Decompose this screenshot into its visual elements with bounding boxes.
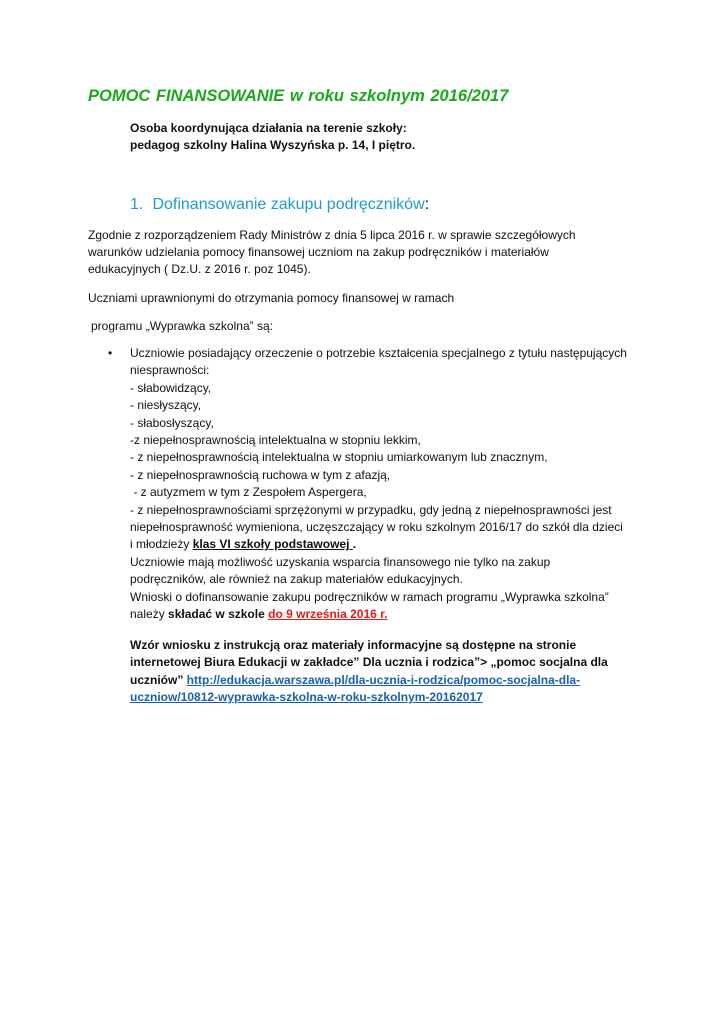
submit-emphasis: składać w szkole (168, 607, 265, 622)
deadline-text: do 9 września 2016 r. (268, 607, 388, 622)
text-span: . (352, 537, 357, 552)
coordinator-line-1: Osoba koordynująca działania na terenie szkoły: (130, 121, 407, 135)
text-span: należy (130, 607, 169, 622)
paragraph-line: Zgodnie z rozporządzeniem Rady Ministrów z dnia 5 lipca 2016 r. w sprawie szczegółowych (88, 228, 576, 242)
disability-item: - z niepełnosprawnością intelektualna w stopniu umiarkowanym lub znacznym, (130, 450, 548, 465)
bullet-line: Wnioski o dofinansowanie zakupu podręczników w ramach programu „Wyprawka szkolna” (130, 589, 609, 604)
paragraph-line: edukacyjnych ( Dz.U. z 2016 r. poz 1045). (88, 262, 311, 277)
info-link[interactable]: http://edukacja.warszawa.pl/dla-ucznia-i-rodzica/pomoc-socjalna-dla- (186, 672, 581, 687)
bullet-line: niesprawności: (130, 363, 210, 378)
info-paragraph (130, 637, 640, 707)
eligibility-paragraph: Uczniami uprawnionymi do otrzymania pomocy finansowej w ramach (88, 291, 455, 305)
text-span: i młodzieży (130, 537, 193, 552)
disability-item: -z niepełnosprawnością intelektualna w stopniu lekkim, (130, 433, 421, 448)
section-number: 1. (130, 196, 144, 213)
bullet-icon: • (108, 346, 113, 360)
list-item (130, 345, 650, 624)
paragraph-line: warunków udzielania pomocy finansowej uczniom na zakup podręczników i materiałów (88, 245, 549, 260)
info-line (130, 689, 640, 706)
disability-item: - niesłyszący, (130, 398, 202, 413)
bullet-line: podręczników, ale również na zakup materiałów edukacyjnych. (130, 572, 463, 587)
coordinator-line-2: pedagog szkolny Halina Wyszyńska p. 14, I piętro. (130, 138, 416, 152)
info-line: Wzór wniosku z instrukcją oraz materiały informacyjne są dostępne na stronie (130, 638, 577, 652)
coordinator-info (130, 120, 415, 154)
section-heading (130, 196, 429, 214)
bullet-line (130, 536, 650, 553)
info-line (130, 672, 640, 689)
disability-item: - z niepełnosprawnością ruchowa w tym z afazją, (130, 467, 391, 482)
bullet-line: Uczniowie mają możliwość uzyskania wsparcia finansowego nie tylko na zakup (130, 554, 551, 569)
disability-item: - słabosłyszący, (130, 415, 214, 430)
info-line: internetowej Biura Edukacji w zakładce” Dla ucznia i rodzica”> „pomoc socjalna dla (130, 655, 608, 670)
disability-item: - z niepełnosprawnościami sprzężonymi w przypadku, gdy jedną z niepełnosprawności jest (130, 502, 612, 517)
disability-item: - słabowidzący, (130, 380, 212, 395)
regulation-paragraph (88, 227, 628, 279)
disability-item: - z autyzmem w tym z Zespołem Aspergera, (130, 485, 367, 500)
bullet-line: Uczniowie posiadający orzeczenie o potrzebie kształcenia specjalnego z tytułu następujących (130, 346, 627, 360)
section-heading-text: Dofinansowanie zakupu podręczników (152, 196, 425, 213)
section-heading-colon: : (424, 196, 430, 213)
bullet-line (130, 606, 650, 623)
bullet-line: niepełnosprawność wymieniona, uczęszczający w roku szkolnym 2016/17 do szkół dla dzieci (130, 520, 623, 535)
info-link-continued[interactable]: uczniow/10812-wyprawka-szkolna-w-roku-szkolnym-20162017 (130, 690, 483, 705)
text-span: uczniów” (130, 672, 187, 687)
document-title: POMOC FINANSOWANIE w roku szkolnym 2016/2017 (88, 87, 509, 105)
program-paragraph: programu „Wyprawka szkolna” są: (91, 319, 273, 333)
class-emphasis: klas VI szkoły podstawowej (192, 537, 353, 552)
